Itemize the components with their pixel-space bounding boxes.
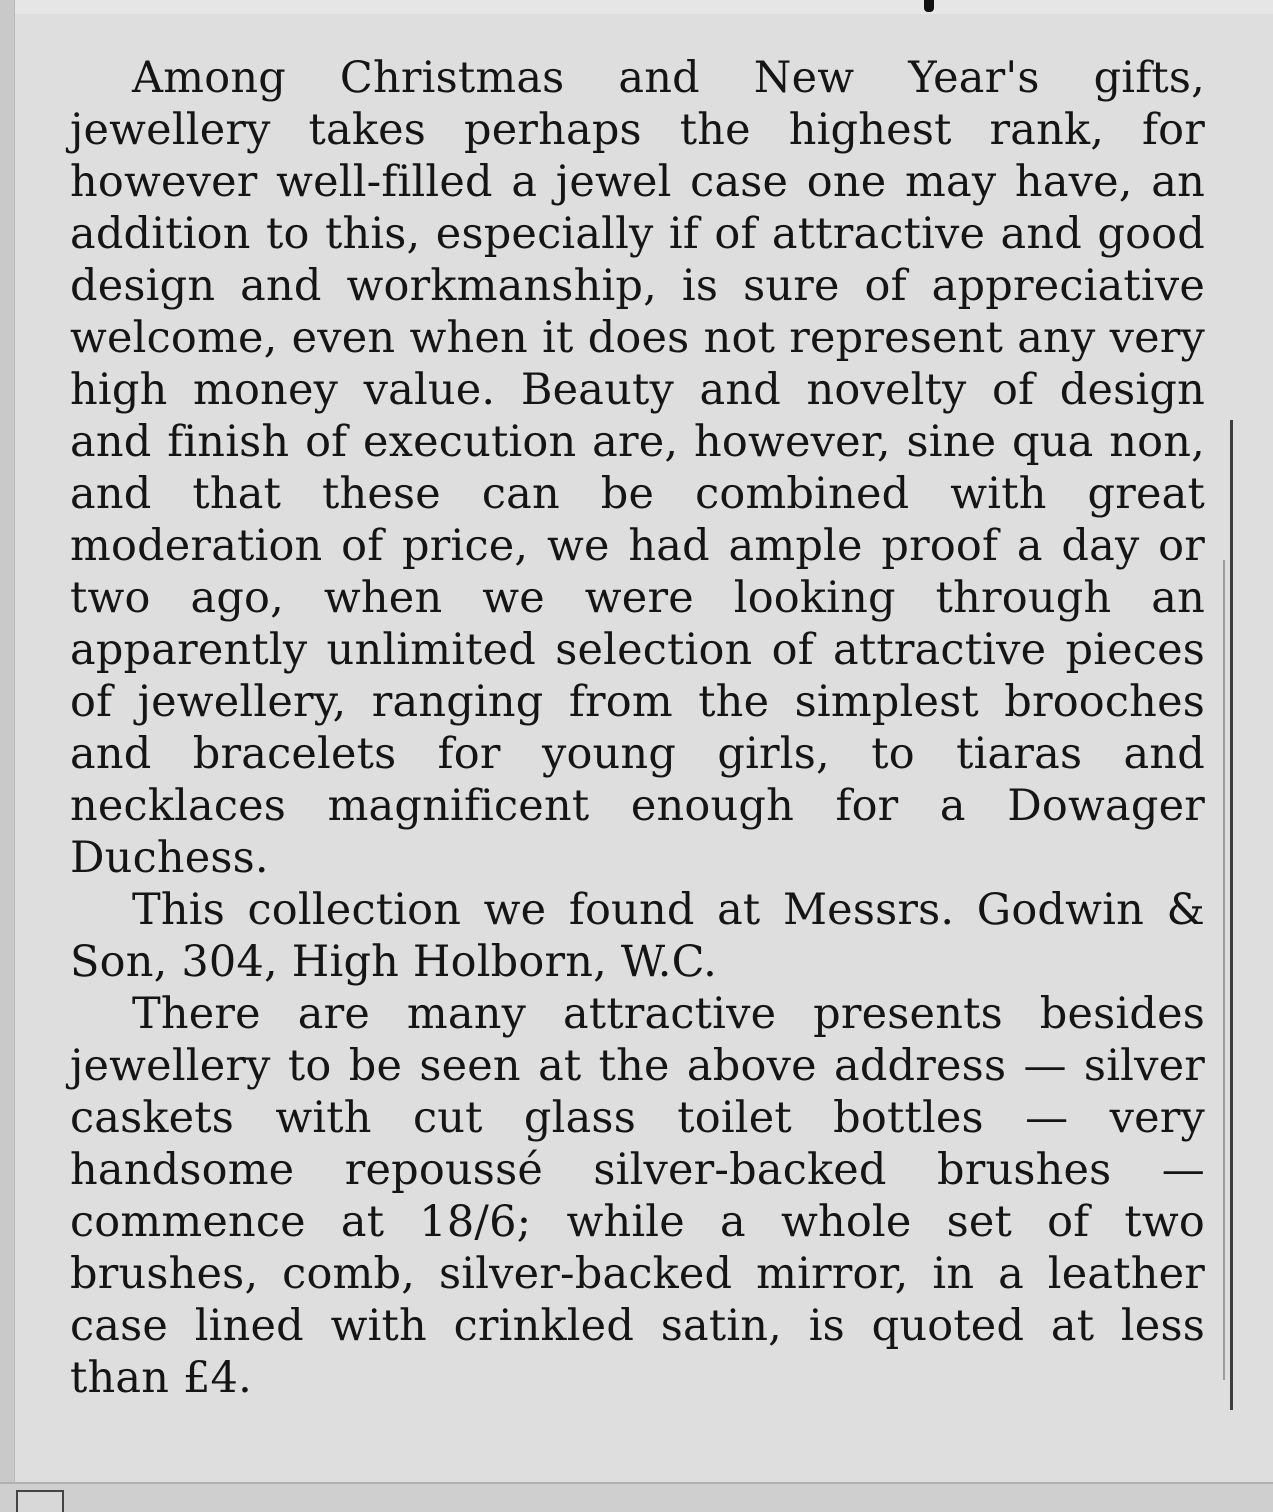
- column-rule-shadow: [1223, 560, 1225, 1380]
- top-edge: [0, 0, 1273, 14]
- ink-mark: [924, 0, 934, 12]
- column-rule: [1230, 420, 1233, 1410]
- bottom-edge: [0, 1482, 1273, 1512]
- page-corner-box: [16, 1490, 64, 1512]
- paragraph-jewellery-gifts: Among Christmas and New Year's gifts, jewellery takes perhaps the highest rank, for however well-filled a jewel case one may have, an addition to this, especially if of attractive and good design and workmanship, is sure of appreciative welcome, even when it does not represent any very high money value. Beauty and novelty of design and finish of execution are, however, sine qua non, and that these can be combined with great moderation of price, we had ample proof a day or two ago, when we were looking through an apparently unlimited selection of attractive pieces of jewellery, ranging from the simplest brooches and bracelets for young girls, to tiaras and necklaces magnificent enough for a Dowager Duchess.: [70, 53, 1205, 883]
- left-margin: [0, 0, 15, 1512]
- article-text: [70, 52, 1205, 1404]
- paragraph-collection-location: This collection we found at Messrs. Godwin & Son, 304, High Holborn, W.C.: [70, 885, 1205, 987]
- paragraph-other-presents: There are many attractive presents besides jewellery to be seen at the above address — silver caskets with cut glass toilet bottles — very handsome repoussé silver-backed brushes — commence at 18/6; while a whole set of two brushes, comb, silver-backed mirror, in a leather case lined with crinkled satin, is quoted at less than £4.: [70, 989, 1205, 1403]
